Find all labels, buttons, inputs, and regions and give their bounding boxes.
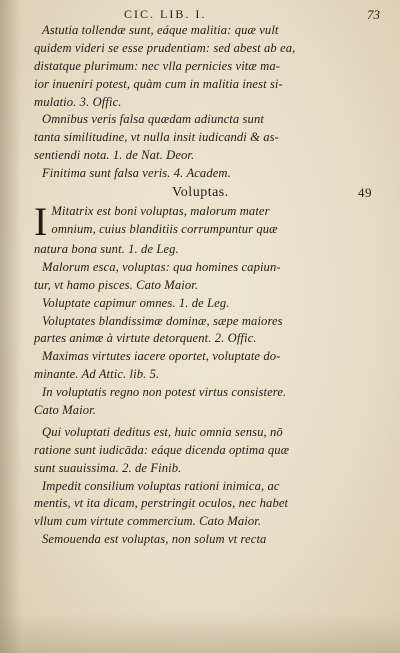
text-line: Omnibus veris falsa quædam adiuncta sunt [42,112,264,127]
quotation-voluptates-blandissimae [34,313,380,349]
quotation-astutia [34,22,380,111]
text-line: ratione sunt iudicāda: eáque dicenda optima quæ [34,442,290,457]
text-line: Cato Maior. [34,403,96,418]
text-line: Qui voluptati deditus est, huic omnia sensu, nō [42,424,283,439]
text-line: sentiendi nota. 1. de Nat. Deor. [34,148,195,163]
running-title: CIC. LIB. I. [124,7,207,21]
quotation-voluptatis-regno [34,384,380,420]
text-line: Maximas virtutes iacere oportet, voluptate do- [42,349,281,364]
quotation-semouenda [34,531,380,549]
folio-number: 73 [367,7,380,22]
text-line: Astutia tollendæ sunt, eáque malitia: quæ vult [42,23,279,37]
running-header [34,4,380,22]
text-line: distatque plurimum: nec vlla pernicies vitæ ma- [34,58,281,73]
quotation-impedit-consilium [34,478,380,532]
text-line: tanta similitudine, vt nulla insit iudicandi & as- [34,130,279,145]
page-edge-shading [0,613,400,653]
quotation-imitatrix [34,199,380,259]
page-text [34,4,380,549]
text-line: Finitima sunt falsa veris. 4. Academ. [42,166,231,181]
text-line: vllum cum virtute commercium. Cato Maior. [34,514,262,529]
text-line: Mitatrix est boni voluptas, malorum mater [51,204,270,219]
gutter-shadow [0,0,22,653]
text-line: quidem videri se esse prudentiam: sed abest ab ea, [34,40,296,55]
text-line: sunt suauissima. 2. de Finib. [34,460,182,475]
text-line: natura bona sunt. 1. de Leg. [34,242,179,257]
quotation-maximas-virtutes [34,348,380,384]
quotation-voluptate-capimur [34,295,380,313]
section-number: 49 [358,185,372,201]
quotation-omnibus-veris [34,111,380,165]
text-line: omnium, cuius blanditiis corrumpuntur quæ [51,221,278,236]
section-heading [34,183,380,203]
quotation-finitima [34,165,380,183]
text-line: Malorum esca, voluptas: qua homines capiun- [42,259,281,274]
text-line: Impedit consilium voluptas rationi inimica, ac [42,478,280,493]
quotation-qui-voluptati [34,424,380,478]
quotation-malorum-esca [34,259,380,295]
drop-cap: I [34,199,48,245]
text-line: tur, vt hamo pisces. Cato Maior. [34,277,199,292]
text-line: partes animæ à virtute detorquent. 2. Offic. [34,331,257,346]
text-line: mentis, vt ita dicam, perstringit oculos, nec habet [34,496,289,511]
text-line: mulatio. 3. Offic. [34,94,122,109]
text-line: In voluptatis regno non potest virtus consistere. [42,385,287,400]
text-line: ior inueniri potest, quàm cum in malitia inest si- [34,76,283,91]
text-line: Voluptates blandissimæ dominæ, sæpe maiores [42,313,283,328]
text-line: minante. Ad Attic. lib. 5. [34,367,160,382]
text-line: Semouenda est voluptas, non solum vt recta [42,532,267,547]
section-title: Voluptas. [172,185,229,201]
text-line: Voluptate capimur omnes. 1. de Leg. [42,295,230,310]
